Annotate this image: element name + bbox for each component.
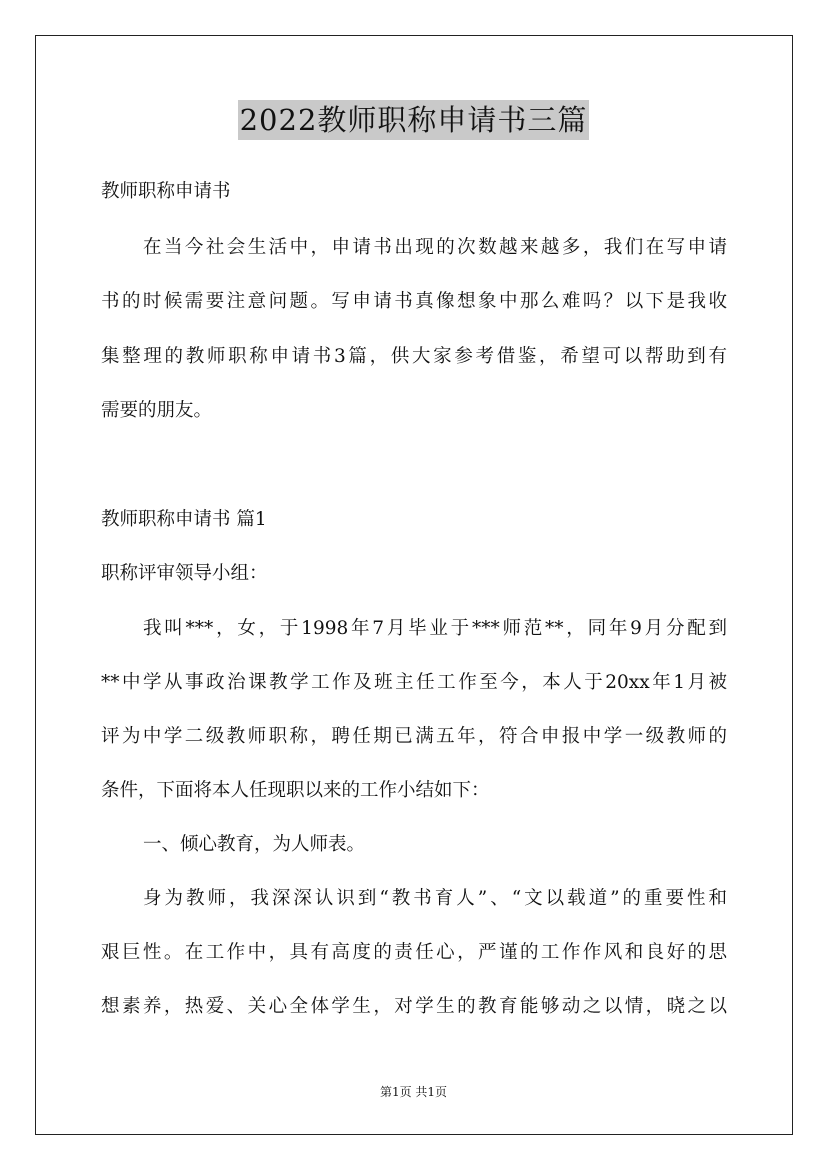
paragraph-line: 在当今社会生活中，申请书出现的次数越来越多，我们在写申请 [143, 237, 727, 258]
salutation: 职称评审领导小组： [101, 563, 268, 584]
paragraph-line: 集整理的教师职称申请书3篇，供大家参考借鉴，希望可以帮助到有 [101, 346, 727, 367]
paragraph-line: 想素养，热爱、关心全体学生，对学生的教育能够动之以情，晓之以 [101, 996, 727, 1017]
paragraph-line: 需要的朋友。 [101, 400, 213, 421]
paragraph-line: **中学从事政治课教学工作及班主任工作至今，本人于20xx年1月被 [101, 672, 727, 693]
title-container [0, 100, 827, 140]
paragraph-line: 条件，下面将本人任现职以来的工作小结如下： [101, 780, 490, 801]
section-heading: 教师职称申请书 篇1 [101, 509, 267, 530]
document-title: 2022教师职称申请书三篇 [238, 100, 590, 140]
paragraph-line: 我叫***，女，于1998年7月毕业于***师范**，同年9月分配到 [143, 618, 727, 639]
section-heading: 教师职称申请书 [101, 181, 231, 202]
paragraph-line: 身为教师，我深深认识到“教书育人”、“文以载道”的重要性和 [143, 888, 727, 909]
subheading: 一、倾心教育，为人师表。 [143, 834, 366, 855]
paragraph-line: 书的时候需要注意问题。写申请书真像想象中那么难吗？以下是我收 [101, 291, 727, 312]
page-footer: 第1页 共1页 [379, 1085, 448, 1099]
paragraph-line: 艰巨性。在工作中，具有高度的责任心，严谨的工作作风和良好的思 [101, 942, 727, 963]
paragraph-line: 评为中学二级教师职称，聘任期已满五年，符合申报中学一级教师的 [101, 726, 727, 747]
